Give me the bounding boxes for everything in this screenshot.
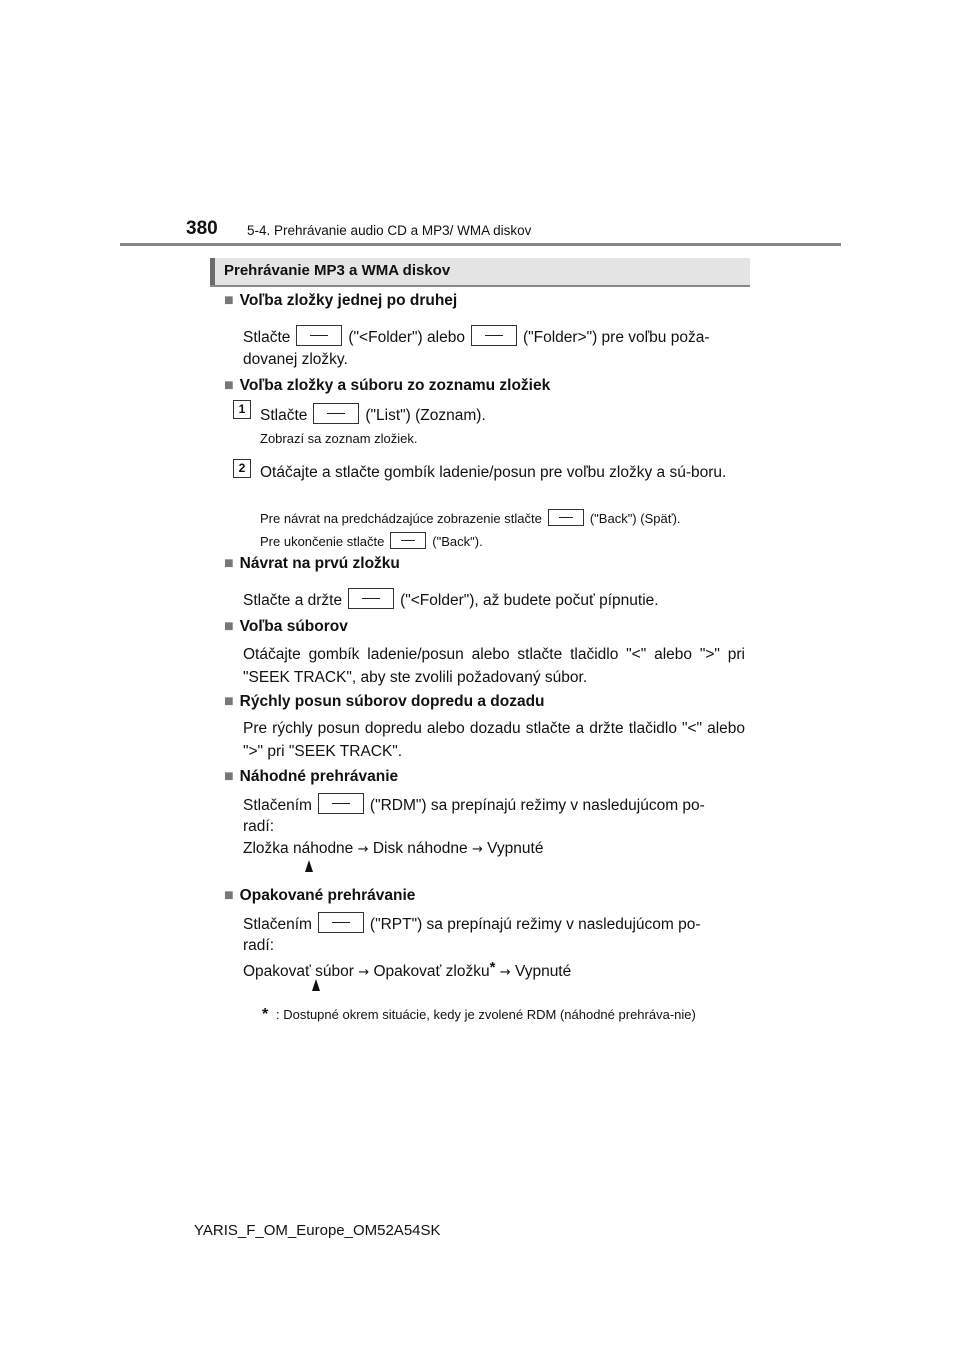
random-text: Stlačením ("RDM") sa prepínajú režimy v nasledujúcom po- <box>243 793 705 817</box>
repeat-text-cont: radí: <box>243 937 275 954</box>
section-title: Prehrávanie MP3 a WMA diskov <box>224 262 451 279</box>
step-1-text: Stlačte ("List") (Zoznam). <box>260 403 486 427</box>
section-header <box>210 258 750 287</box>
heading-repeat: ■ Opakované prehrávanie <box>224 887 416 904</box>
arrow-right-icon: → <box>499 965 511 980</box>
folder-next-button-icon <box>471 325 517 346</box>
arrow-right-icon: → <box>471 842 483 857</box>
folder-prev-button-icon <box>348 588 394 609</box>
section-marker <box>210 258 215 285</box>
random-text-cont: radí: <box>243 818 275 835</box>
heading-files: ■ Voľba súborov <box>224 618 348 635</box>
repeat-sequence: Opakovať súbor → Opakovať zložku* → Vypnuté <box>243 959 572 980</box>
footer-doc-id: YARIS_F_OM_Europe_OM52A54SK <box>194 1222 441 1239</box>
arrow-right-icon: → <box>357 842 369 857</box>
fast-text: Pre rýchly posun dopredu alebo dozadu stlačte a držte tlačidlo "<" alebo ">" pri "SEEK TRACK". <box>243 720 745 760</box>
heading-folder: ■ Voľba zložky jednej po druhej <box>224 292 458 309</box>
footnote-text: : Dostupné okrem situácie, kedy je zvolené RDM (náhodné prehráva-nie) <box>276 1007 696 1022</box>
rpt-button-icon <box>318 912 364 933</box>
heading-first-folder: ■ Návrat na prvú zložku <box>224 555 400 572</box>
footnote <box>262 1005 747 1025</box>
step-1-badge: 1 <box>233 400 251 419</box>
rdm-button-icon <box>318 793 364 814</box>
square-bullet-icon: ■ <box>224 693 234 710</box>
repeat-text: Stlačením ("RPT") sa prepínajú režimy v nasledujúcom po- <box>243 912 701 936</box>
chapter-title: 5-4. Prehrávanie audio CD a MP3/ WMA diskov <box>247 223 532 238</box>
footnote-mark: * <box>262 1006 269 1023</box>
heading-list: ■ Voľba zložky a súboru zo zoznamu zložiek <box>224 377 551 394</box>
folder-instruction-cont: dovanej zložky. <box>243 351 348 368</box>
exit-note: Pre ukončenie stlačte ("Back"). <box>260 534 483 549</box>
heading-random: ■ Náhodné prehrávanie <box>224 768 399 785</box>
files-text: Otáčajte gombík ladenie/posun alebo stlačte tlačidlo "<" alebo ">" pri "SEEK TRACK", aby ste zvolili požadovaný súbor. <box>243 646 745 686</box>
folder-instruction: Stlačte ("<Folder") alebo ("Folder>") pre voľbu poža- <box>243 325 745 349</box>
square-bullet-icon: ■ <box>224 555 234 572</box>
heading-fast: ■ Rýchly posun súborov dopredu a dozadu <box>224 693 545 710</box>
square-bullet-icon: ■ <box>224 377 234 394</box>
step-1-note: Zobrazí sa zoznam zložiek. <box>260 431 418 446</box>
folder-prev-button-icon <box>296 325 342 346</box>
back-button-icon <box>548 509 584 526</box>
footnote-star: * <box>489 959 496 976</box>
square-bullet-icon: ■ <box>224 618 234 635</box>
step-2-badge: 2 <box>233 459 251 478</box>
square-bullet-icon: ■ <box>224 768 234 785</box>
first-folder-text: Stlačte a držte ("<Folder"), až budete počuť pípnutie. <box>243 588 659 612</box>
list-button-icon <box>313 403 359 424</box>
loop-arrow-head-icon <box>312 979 320 991</box>
header-divider <box>120 243 841 246</box>
step-2-text: Otáčajte a stlačte gombík ladenie/posun pre voľbu zložky a sú-boru. <box>260 464 727 481</box>
loop-arrow-head-icon <box>305 860 313 872</box>
square-bullet-icon: ■ <box>224 887 234 904</box>
square-bullet-icon: ■ <box>224 292 234 309</box>
back-note: Pre návrat na predchádzajúce zobrazenie stlačte ("Back") (Späť). <box>260 511 681 526</box>
page-number: 380 <box>186 218 218 239</box>
back-button-icon <box>390 532 426 549</box>
arrow-right-icon: → <box>358 965 370 980</box>
random-sequence: Zložka náhodne → Disk náhodne → Vypnuté <box>243 840 544 857</box>
